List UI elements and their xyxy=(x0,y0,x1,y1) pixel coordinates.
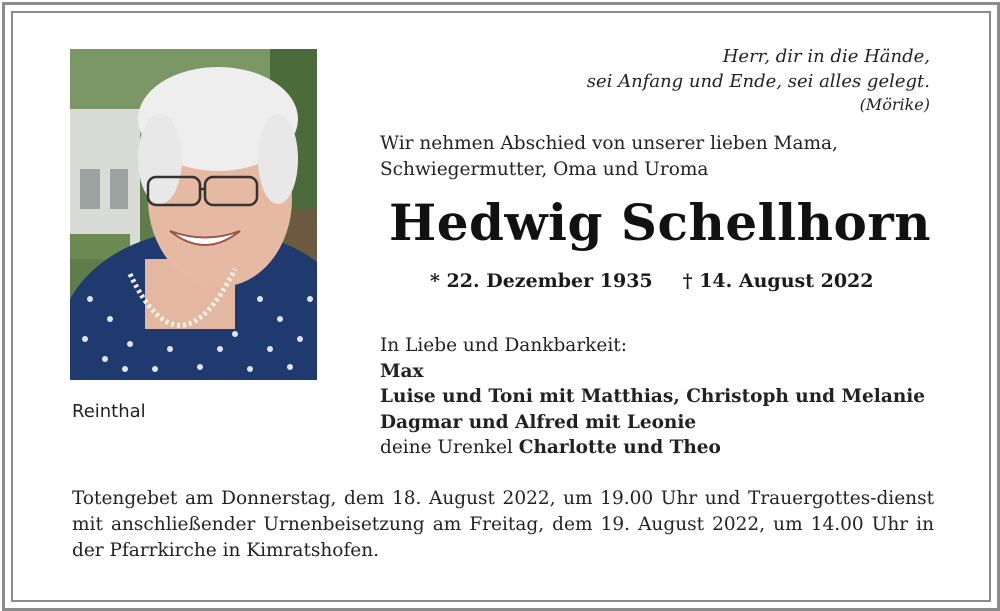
quote-block xyxy=(587,44,930,116)
portrait-photo xyxy=(70,49,317,380)
death-date: † 14. August 2022 xyxy=(682,270,874,292)
quote-line-1: Herr, dir in die Hände, xyxy=(722,46,930,67)
intro-text xyxy=(380,131,838,183)
intro-line-2: Schwiegermutter, Oma und Uroma xyxy=(380,159,709,180)
birth-date: * 22. Dezember 1935 xyxy=(430,270,653,292)
hometown-label: Reinthal xyxy=(72,401,146,422)
family-line-1: Max xyxy=(380,360,424,382)
family-line-3: Dagmar und Alfred mit Leonie xyxy=(380,411,697,433)
great-grandchildren-names: Charlotte und Theo xyxy=(518,437,721,458)
deceased-name: Hedwig Schellhorn xyxy=(389,193,932,252)
service-notice: Totengebet am Donnerstag, dem 18. August 2022, um 19.00 Uhr und Trauergottes-dienst mit anschließender Urnenbeisetzung am Freitag, dem 19. August 2022, um 14.00 Uhr in der Pfarrkirche in Kimratshofen. xyxy=(72,488,934,561)
family-line-4 xyxy=(380,435,925,461)
quote-author: (Mörike) xyxy=(859,95,930,114)
intro-line-1: Wir nehmen Abschied von unserer lieben Mama, xyxy=(380,133,838,154)
family-heading: In Liebe und Dankbarkeit: xyxy=(380,335,627,356)
life-dates xyxy=(430,270,874,292)
family-line-2: Luise und Toni mit Matthias, Christoph und Melanie xyxy=(380,386,926,407)
quote-line-2: sei Anfang und Ende, sei alles gelegt. xyxy=(586,71,930,92)
great-grandchildren-prefix: deine Urenkel xyxy=(380,437,513,458)
family-block xyxy=(380,333,925,461)
